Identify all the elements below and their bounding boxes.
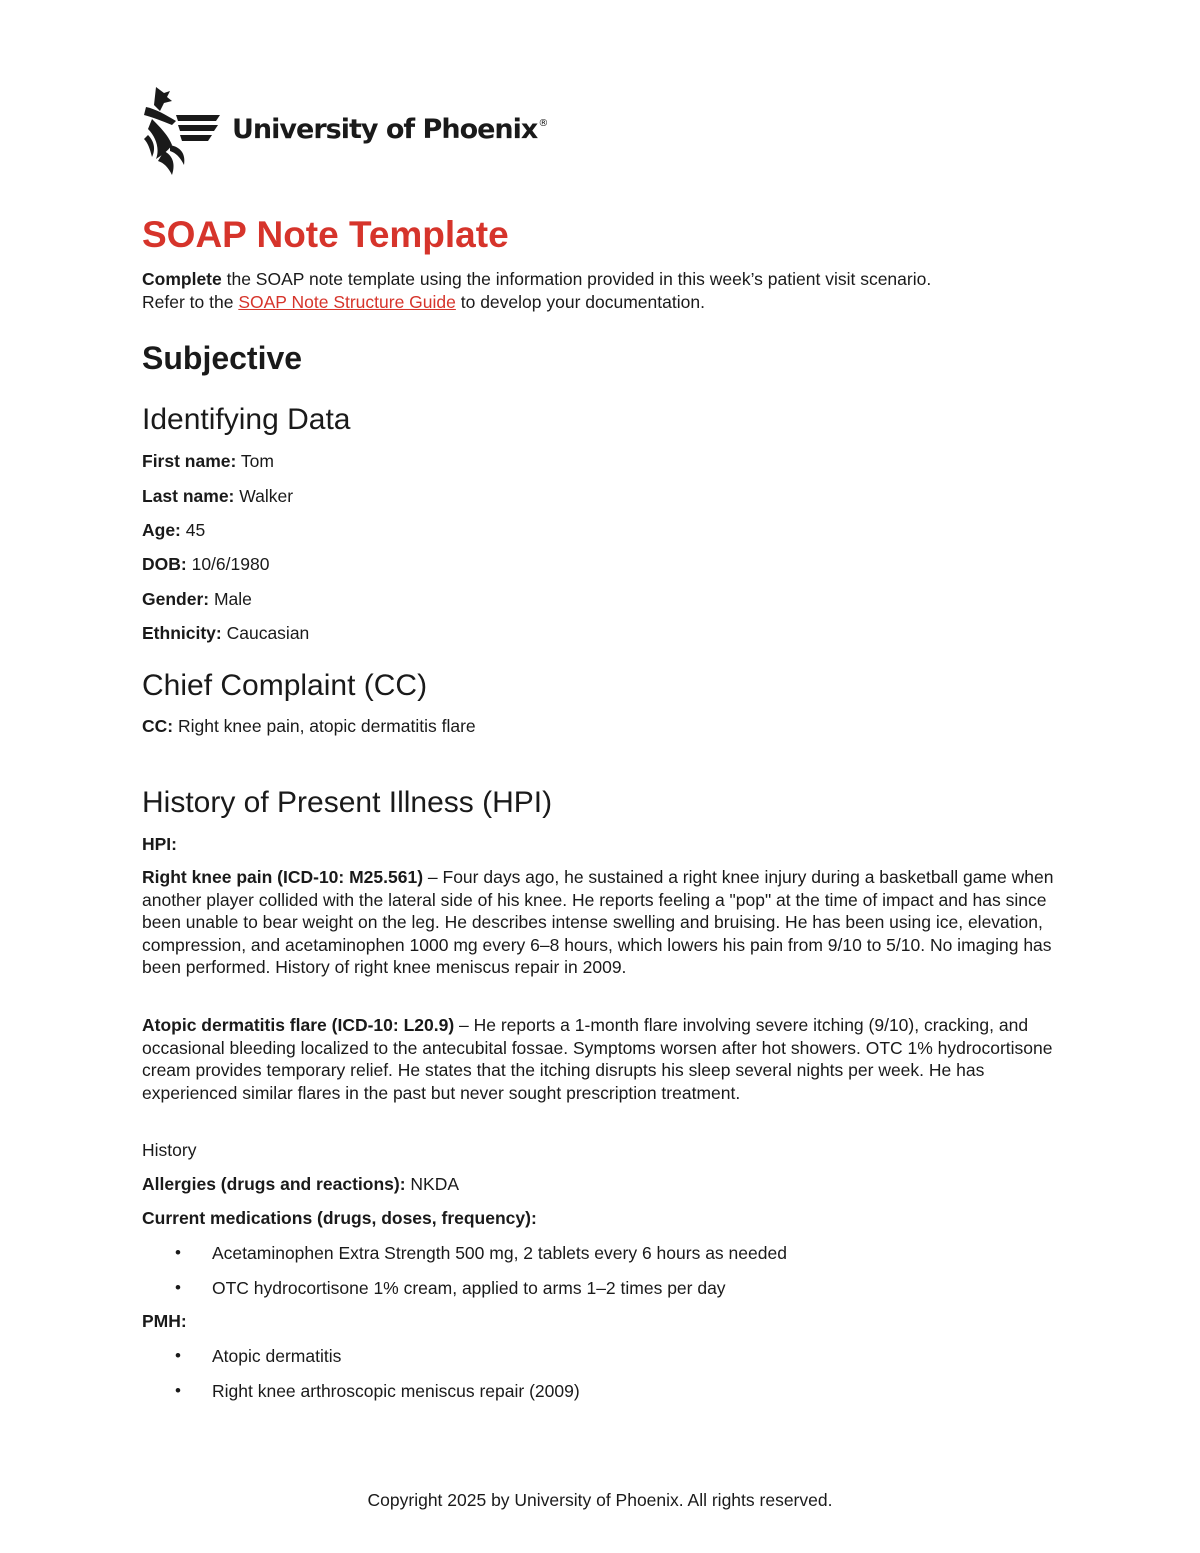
bullet-icon: • (175, 1346, 181, 1365)
bullet-icon: • (175, 1243, 181, 1262)
medications-list (142, 1241, 787, 1310)
current-medications-label: Current medications (drugs, doses, frequency): (142, 1208, 537, 1228)
logo-wordmark: University of Phoenix® (232, 113, 548, 145)
bullet-icon: • (175, 1380, 181, 1400)
allergies-field: Allergies (drugs and reactions): NKDA (142, 1174, 460, 1194)
page-title: SOAP Note Template (142, 214, 509, 255)
chief-complaint-heading: Chief Complaint (CC) (142, 669, 428, 702)
first-name-field: First name: Tom (142, 451, 274, 471)
pmh-label: PMH: (142, 1311, 187, 1331)
soap-structure-guide-link[interactable]: SOAP Note Structure Guide (238, 292, 456, 312)
identifying-data-heading: Identifying Data (142, 403, 351, 436)
ethnicity-field: Ethnicity: Caucasian (142, 623, 310, 643)
hpi-knee-paragraph: Right knee pain (ICD-10: M25.561) – Four days ago, he sustained a right knee injury during a basketball game when another player collided with the lateral side of his knee. He reports feeling a "pop" at the time of impact and has since been unable to bear weight on the leg. He describes intense swelling and bruising. He has been using ice, elevation, compression, and acetaminophen 1000 mg every 6–8 hours, which lowers his pain from 9/10 to 5/10. No imaging has been performed. History of right knee meniscus repair in 2009. (142, 867, 1054, 977)
intro-lead: Complete (142, 269, 222, 289)
list-item: • Atopic dermatitis (175, 1346, 342, 1366)
history-heading: History (142, 1140, 197, 1160)
dob-field: DOB: 10/6/1980 (142, 554, 270, 574)
last-name-field: Last name: Walker (142, 486, 294, 506)
list-item: • Right knee arthroscopic meniscus repair (2009) (175, 1380, 580, 1401)
intro-paragraph: Complete the SOAP note template using the information provided in this week’s patient visit scenario. Refer to the SOAP Note Structure Guide to develop your documentation. (142, 269, 932, 312)
list-item: • OTC hydrocortisone 1% cream, applied to arms 1–2 times per day (175, 1277, 726, 1298)
bullet-icon: • (175, 1277, 181, 1297)
hpi-dermatitis-paragraph: Atopic dermatitis flare (ICD-10: L20.9) – He reports a 1-month flare involving severe itching (9/10), cracking, and occasional bleeding localized to the antecubital fossae. Symptoms worsen after hot showers. OTC 1% hydrocortisone cream provides temporary relief. He states that the itching disrupts his sleep several nights per week. He has experienced similar flares in the past but never sought prescription treatment. (142, 1015, 1053, 1103)
section-subjective-heading: Subjective (142, 340, 303, 376)
gender-field: Gender: Male (142, 589, 252, 609)
copyright-footer: Copyright 2025 by University of Phoenix. All rights reserved. (367, 1490, 833, 1510)
phoenix-logo-icon (142, 85, 222, 179)
list-item: • Acetaminophen Extra Strength 500 mg, 2 tablets every 6 hours as needed (175, 1243, 787, 1263)
hpi-label: HPI: (142, 834, 177, 854)
university-logo (142, 84, 547, 180)
hpi-heading: History of Present Illness (HPI) (142, 786, 553, 819)
pmh-list (142, 1344, 580, 1413)
age-field: Age: 45 (142, 520, 206, 540)
cc-field: CC: Right knee pain, atopic dermatitis flare (142, 716, 476, 736)
